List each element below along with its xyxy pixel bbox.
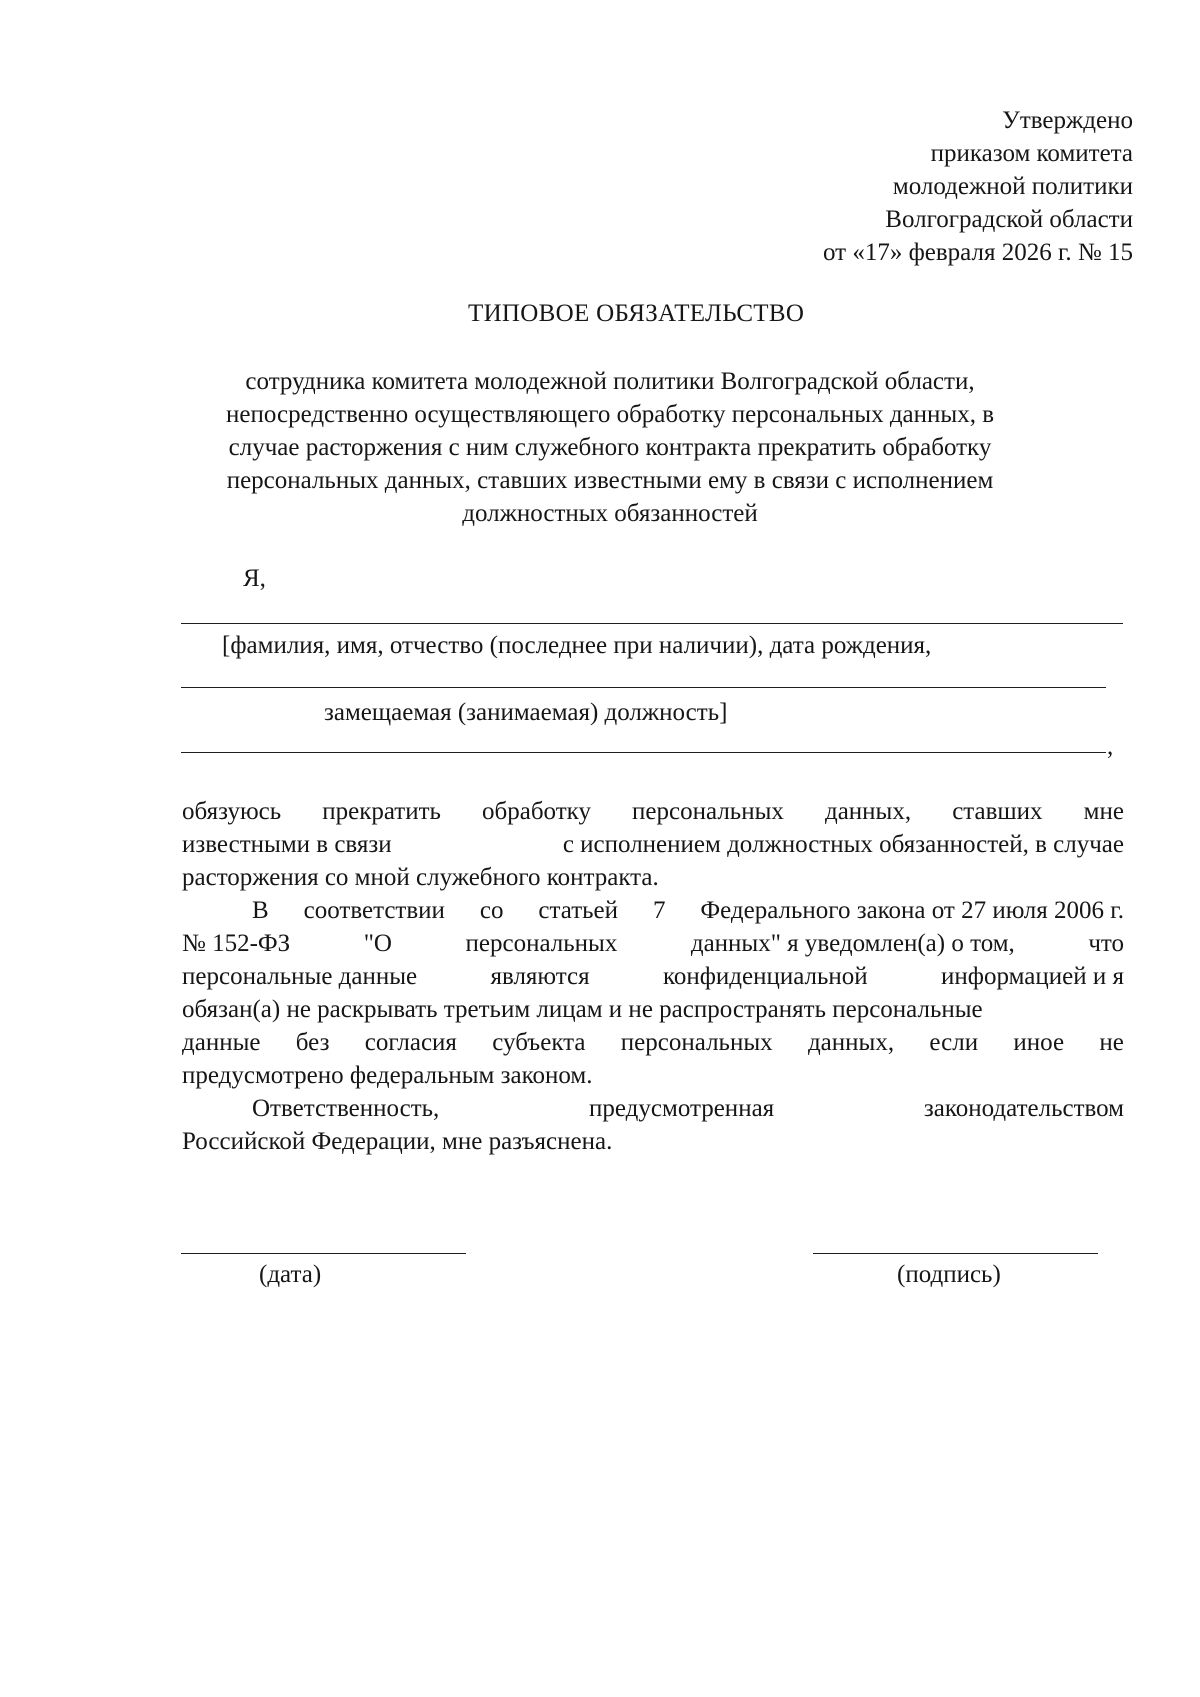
- subject-line: персональных данных, ставших известными ему в связи с исполнением: [226, 467, 994, 494]
- document-subject: [180, 365, 1040, 530]
- subject-line: случае расторжения с ним служебного контракта прекратить обработку: [228, 434, 992, 461]
- word: статьей: [538, 897, 618, 924]
- word: прекратить: [322, 798, 441, 825]
- paragraph-notice: [182, 894, 1124, 1092]
- word: соответствии: [303, 897, 445, 924]
- word: информацией и я: [941, 963, 1124, 990]
- word: обязуюсь: [182, 798, 282, 825]
- word: данных,: [807, 1029, 895, 1056]
- word: персональных: [620, 1029, 773, 1056]
- pronoun-ya: Я,: [243, 565, 266, 592]
- word: согласия: [364, 1029, 457, 1056]
- word: Ответственность,: [252, 1095, 440, 1122]
- trailing-comma: ,: [1107, 733, 1114, 760]
- word: мне: [1083, 798, 1124, 825]
- word: персональных: [465, 930, 618, 957]
- subject-line: должностных обязанностей: [462, 500, 758, 527]
- subject-line: сотрудника комитета молодежной политики Волгоградской области,: [245, 368, 975, 395]
- word: не: [1099, 1029, 1124, 1056]
- text-line: [182, 927, 1124, 960]
- word: без: [295, 1029, 330, 1056]
- approval-block: [700, 104, 1133, 269]
- text-line: предусмотрено федеральным законом.: [182, 1062, 593, 1089]
- word: Федерального закона от 27 июля 2006 г.: [700, 897, 1124, 924]
- word: конфиденциальной: [662, 963, 868, 990]
- text-line: [182, 1092, 1124, 1125]
- position-fill-line[interactable]: [181, 687, 1106, 688]
- word: законодательством: [923, 1095, 1124, 1122]
- position-hint: замещаемая (занимаемая) должность]: [324, 699, 728, 726]
- word: что: [1088, 930, 1124, 957]
- name-fill-line[interactable]: [181, 623, 1123, 624]
- text-line: обязан(а) не раскрывать третьим лицам и не распространять персональные: [182, 996, 983, 1023]
- word: данных" я уведомлен(а) о том,: [690, 930, 1015, 957]
- approval-line: Волгоградской области: [885, 206, 1133, 233]
- word: обработку: [482, 798, 591, 825]
- word: субъекта: [492, 1029, 586, 1056]
- paragraph-obligation: [182, 795, 1124, 894]
- subject-line: непосредственно осуществляющего обработку персональных данных, в: [226, 401, 994, 428]
- word: "О: [363, 930, 392, 957]
- word: 7: [652, 897, 666, 924]
- approval-line: молодежной политики: [892, 173, 1133, 200]
- text-line: [182, 795, 1124, 828]
- word: персональные данные: [182, 963, 418, 990]
- word: являются: [490, 963, 590, 990]
- text-line: [182, 828, 1124, 861]
- approval-line: от «17» февраля 2026 г. № 15: [822, 239, 1133, 266]
- text-line: расторжения со мной служебного контракта.: [182, 864, 659, 891]
- word: предусмотренная: [589, 1095, 775, 1122]
- word: В: [252, 897, 269, 924]
- text-line: [182, 894, 1124, 927]
- signature-label: (подпись): [897, 1261, 1001, 1288]
- word: с исполнением должностных обязанностей, в случае: [562, 831, 1124, 858]
- date-label: (дата): [259, 1261, 322, 1288]
- extra-fill-line[interactable]: [181, 752, 1106, 753]
- word: известными в связи: [182, 831, 392, 858]
- text-line: [182, 1026, 1124, 1059]
- text-line: Российской Федерации, мне разъяснена.: [182, 1128, 613, 1155]
- word: со: [479, 897, 504, 924]
- word: № 152-ФЗ: [182, 930, 291, 957]
- word: если: [929, 1029, 979, 1056]
- date-fill-line[interactable]: [181, 1253, 466, 1254]
- document-title: ТИПОВОЕ ОБЯЗАТЕЛЬСТВО: [468, 300, 805, 327]
- word: данные: [182, 1029, 261, 1056]
- text-line: [182, 960, 1124, 993]
- paragraph-responsibility: [182, 1092, 1124, 1158]
- word: персональных: [632, 798, 784, 825]
- word: ставших: [952, 798, 1043, 825]
- word: данных,: [824, 798, 912, 825]
- signature-fill-line[interactable]: [813, 1253, 1098, 1254]
- approval-line: приказом комитета: [930, 140, 1133, 167]
- approval-line: Утверждено: [1002, 107, 1133, 134]
- word: иное: [1013, 1029, 1065, 1056]
- name-hint: [фамилия, имя, отчество (последнее при наличии), дата рождения,: [222, 632, 932, 659]
